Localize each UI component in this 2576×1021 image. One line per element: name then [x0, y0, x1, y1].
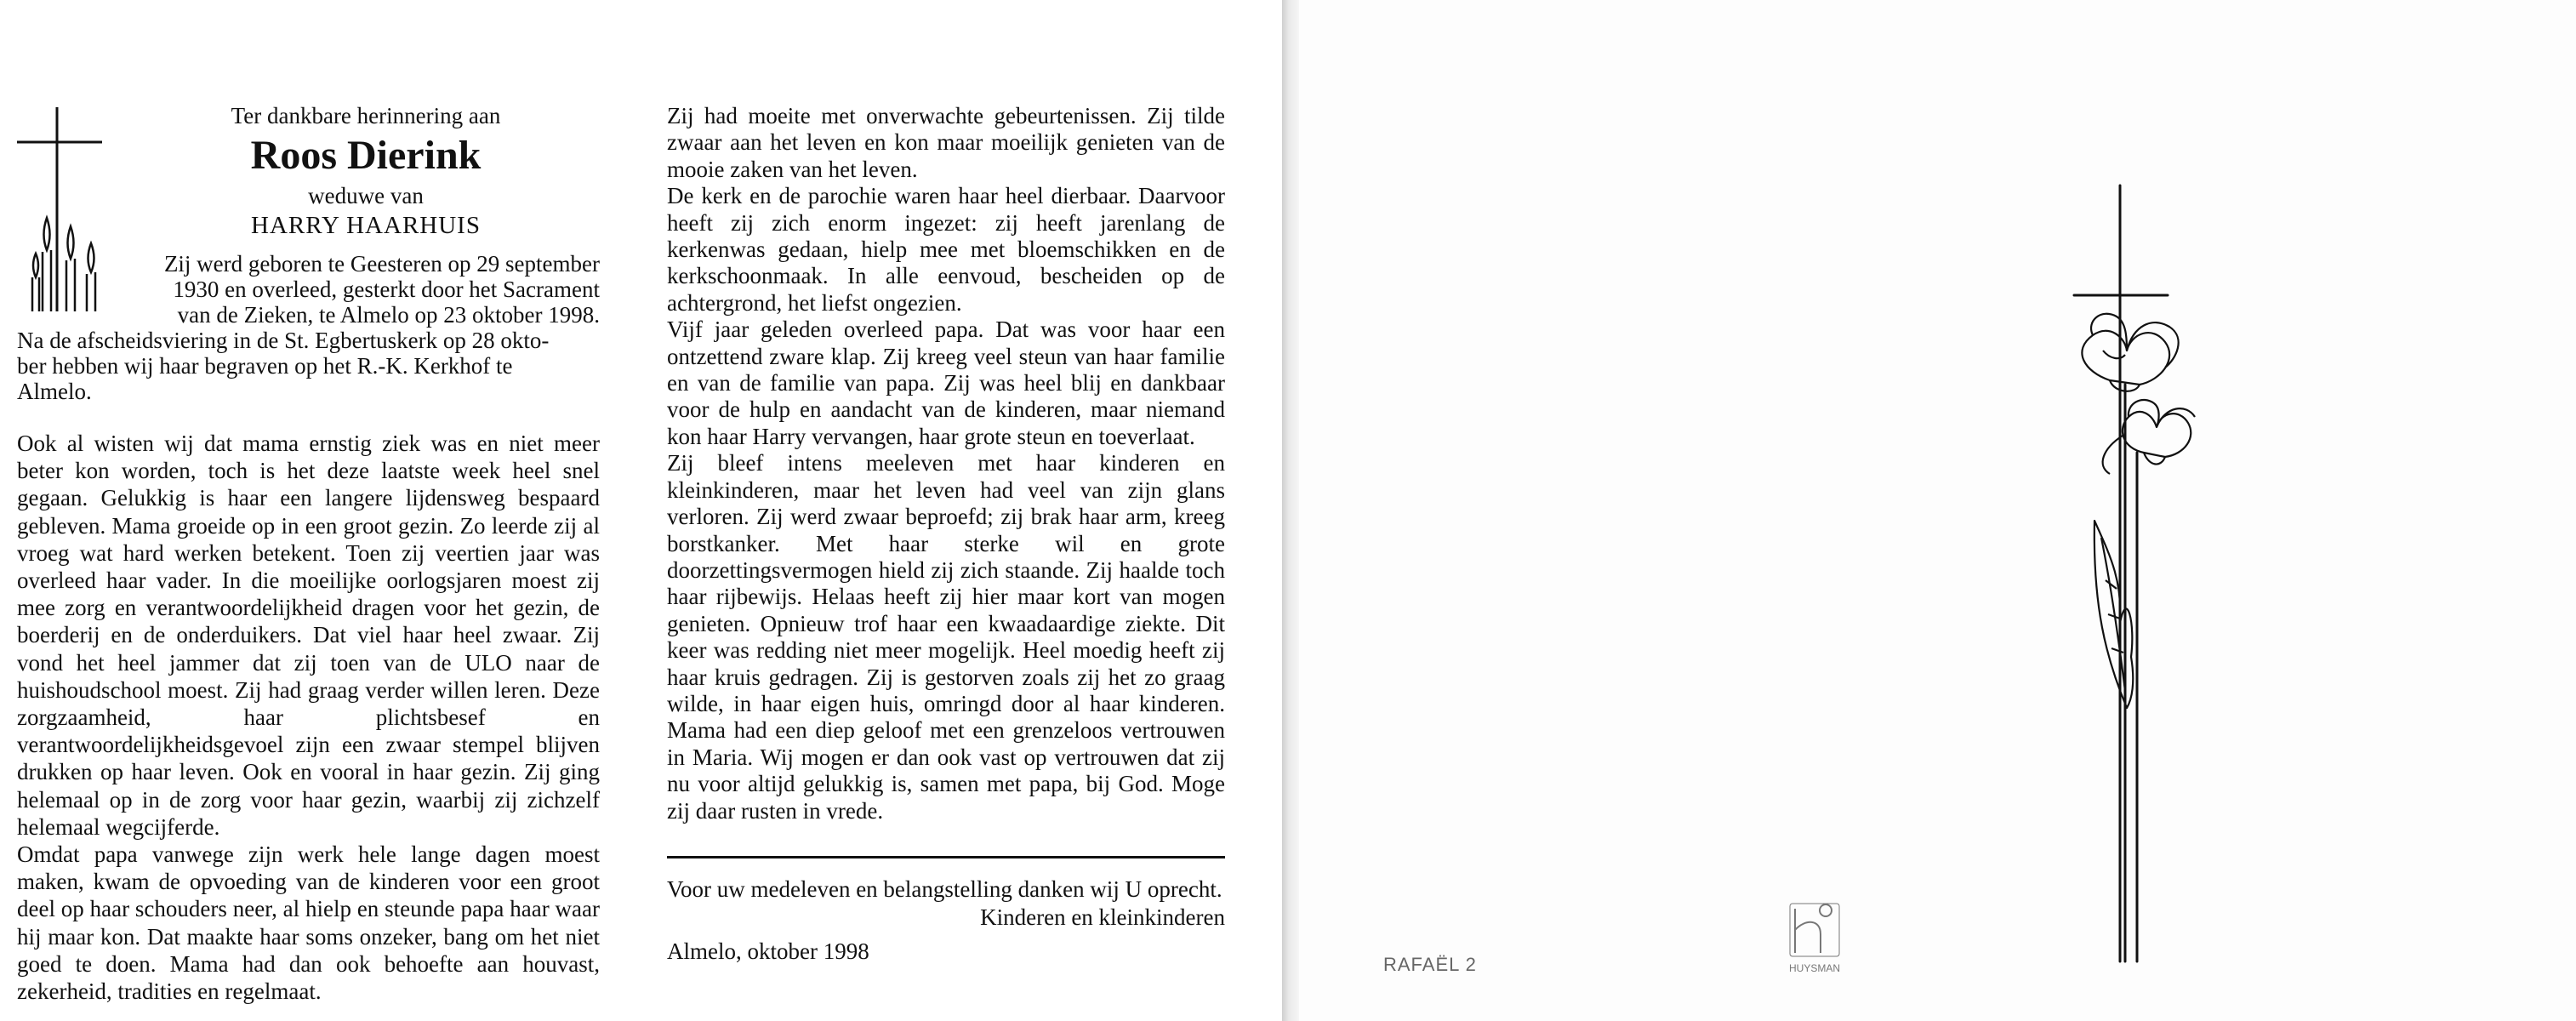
- life-story-right-column: [667, 103, 1225, 824]
- biography-birth-death: [136, 251, 600, 328]
- cross-with-poppies-icon: [2025, 180, 2246, 967]
- life-story-left-column: [17, 430, 600, 1005]
- story-paragraph: Ook al wisten wij dat mama ernstig ziek was en niet meer beter kon worden, toch is het deze laatste week heel snel gegaan. Gelukkig is haar een langere lijdensweg bespaard gebleven. Mama groeide op in een groot gezin. Zo leerde zij al vroeg wat hard werken betekent. Toen zij veertien jaar was overleed haar vader. In die moeilijke oorlogsjaren moest zij mee zorg en verantwoordelijkheid dragen voor het gezin, de boerderij en de onderduikers. Dat viel haar heel zwaar. Zij vond het heel jammer dat zij toen van de ULO naar de huishoudschool moest. Zij had graag verder willen leren. Deze zorgzaamheid, haar plichtsbesef en verantwoordelijkheidsgevoel zijn een zwaar stempel blijven drukken op haar leven. Ook en vooral in haar gezin. Zij ging helemaal op in de zorg voor haar gezin, waarbij zij zichzelf helemaal wegcijferde.: [17, 431, 600, 840]
- card-front-side: [1299, 0, 2576, 1021]
- story-paragraph: De kerk en de parochie waren haar heel dierbaar. Daarvoor heeft zij zich enorm ingezet: zij heeft jarenlang de kerkenwas gedaan, hielp mee met bloemschikken en de kerkschoonmaak. In alle eenvoud, bescheiden op de achtergrond, het liefst ongezien.: [667, 183, 1225, 316]
- bio-line: Almelo.: [17, 379, 92, 404]
- card-header: [196, 102, 536, 240]
- bio-line: 1930 en overleed, gesterkt door het Sacrament: [173, 277, 600, 302]
- cross-with-candles-icon: [17, 107, 111, 316]
- bio-line: Zij werd geboren te Geesteren op 29 september: [163, 251, 600, 277]
- intro-text: Ter dankbare herinnering aan: [231, 103, 501, 128]
- place-date-text: Almelo, oktober 1998: [667, 938, 869, 964]
- model-code: RAFAËL 2: [1383, 954, 1477, 975]
- huysman-logo-icon: [1787, 900, 1843, 977]
- signature-text: Kinderen en kleinkinderen: [980, 904, 1225, 930]
- deceased-name: Roos Dierink: [250, 133, 482, 178]
- card-fold: [1282, 0, 1299, 1021]
- printer-name: HUYSMAN: [1788, 962, 1841, 974]
- biography-burial: [17, 328, 600, 404]
- story-paragraph: Omdat papa vanwege zijn werk hele lange dagen moest maken, kwam de opvoeding van de kinderen voor een groot deel op haar schouders neer, al hielp en steunde papa haar waar hij maar kon. Dat maakte haar soms onzeker, bang om het niet goed te doen. Mama had dan ook behoefte aan houvast, zekerheid, tradities en regelmaat.: [17, 841, 600, 1005]
- story-paragraph: Zij bleef intens meeleven met haar kinderen en kleinkinderen, maar het leven had veel van zijn glans verloren. Zij werd zwaar beproefd; zij brak haar arm, kreeg borstkanker. Met haar sterke wil en grote doorzettingsvermogen hield zij zich staande. Zij haalde toch haar rijbewijs. Helaas heeft zij hier maar kort van mogen genieten. Opnieuw trof haar een kwaadaardige ziekte. Dit keer was redding niet meer mogelijk. Heel moedig heeft zij haar kruis gedragen. Zij is gestorven zoals zij het zo graag wilde, in haar eigen huis, omringd door al haar kinderen. Mama had een diep geloof met een grenzeloos vertrouwen in Maria. Wij mogen er dan ook vast op vertrouwen dat zij nu voor altijd gelukkig is, samen met papa, bij God. Moge zij daar rusten in vrede.: [667, 450, 1225, 824]
- bio-line: van de Zieken, te Almelo op 23 oktober 1998.: [177, 302, 600, 328]
- story-paragraph: Vijf jaar geleden overleed papa. Dat was voor haar een ontzettend zware klap. Zij kreeg veel steun van haar familie en van de familie van papa. Zij was heel blij en dankbaar voor de hulp en aandacht van de kinderen, maar niemand kon haar Harry vervangen, haar grote steun en toeverlaat.: [667, 317, 1225, 449]
- bio-line: Na de afscheidsviering in de St. Egbertuskerk op 28 okto-: [17, 328, 550, 353]
- closing-section: [667, 876, 1225, 964]
- divider-line: [667, 856, 1225, 858]
- thanks-text: Voor uw medeleven en belangstelling danken wij U oprecht.: [667, 876, 1222, 902]
- story-paragraph: Zij had moeite met onverwachte gebeurtenissen. Zij tilde zwaar aan het leven en kon maar moeilijk genieten van de mooie zaken van het leven.: [667, 103, 1225, 182]
- bio-line: ber hebben wij haar begraven op het R.-K. Kerkhof te: [17, 353, 513, 379]
- widow-of-text: weduwe van: [308, 183, 424, 208]
- card-inner-side: [0, 0, 1282, 1021]
- husband-name: HARRY HAARHUIS: [251, 212, 481, 239]
